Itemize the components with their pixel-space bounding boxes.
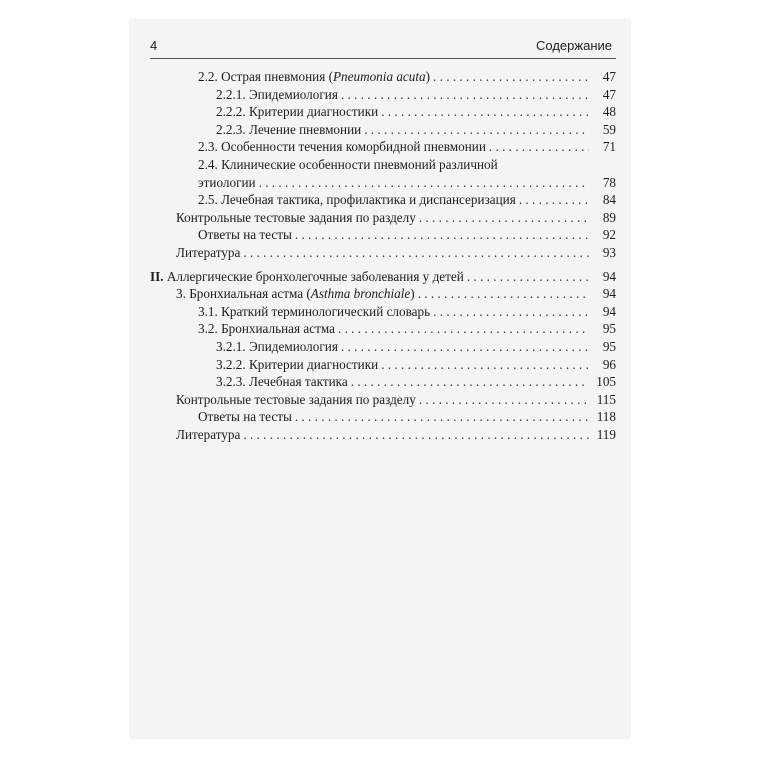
toc-entry-title — [198, 226, 292, 244]
toc-entry-title — [216, 356, 378, 374]
toc-title-text: 3.2.1. Эпидемиология — [216, 338, 338, 354]
dot-leader — [351, 373, 589, 391]
toc-entry-title — [216, 373, 348, 391]
toc-entry-title — [176, 244, 240, 262]
page-number: 4 — [150, 38, 158, 53]
toc-entry[interactable] — [150, 68, 616, 86]
toc-title-text: 3.2. Бронхиальная астма — [198, 321, 335, 337]
toc-page-number: 94 — [602, 268, 616, 284]
toc-entry-title — [176, 209, 416, 227]
toc-entry-title — [216, 86, 338, 104]
toc-title-text: 2.2. Острая пневмония ( — [198, 69, 333, 84]
toc-page-number: 96 — [602, 356, 616, 372]
toc-entry-title — [198, 408, 292, 426]
toc-entry-title — [216, 103, 378, 121]
dot-leader — [381, 103, 589, 121]
toc-title-text: 2.5. Лечебная тактика, профилактика и диспансеризация — [198, 192, 516, 208]
toc-entry-title — [216, 338, 338, 356]
toc-entry-title — [198, 320, 335, 338]
toc-title-text: 2.2.2. Критерии диагностики — [216, 104, 379, 120]
toc-entry[interactable] — [150, 373, 616, 391]
toc-entry-title — [198, 191, 516, 209]
toc-page-number: 47 — [602, 69, 616, 84]
toc-entry[interactable] — [150, 156, 616, 174]
toc-page-number: 105 — [596, 374, 616, 390]
toc-entry[interactable] — [150, 86, 616, 104]
dot-leader — [341, 86, 589, 104]
toc-page-number: 119 — [596, 426, 616, 442]
toc-page-number: 93 — [602, 244, 616, 260]
toc-title-text: Ответы на тесты — [198, 409, 292, 425]
toc-page-number: 94 — [602, 286, 616, 302]
toc-entry[interactable] — [150, 138, 616, 156]
toc-title-text: 2.3. Особенности течения коморбидной пневмонии — [198, 139, 486, 155]
toc-entry[interactable] — [150, 268, 616, 286]
toc-page-number: 118 — [596, 409, 616, 425]
toc-page-number: 47 — [602, 86, 616, 102]
toc-entry[interactable] — [150, 320, 616, 338]
toc-entry-title — [198, 303, 430, 321]
toc-entry[interactable] — [150, 391, 616, 409]
dot-leader — [519, 191, 589, 209]
dot-leader — [341, 338, 589, 356]
dot-leader — [489, 138, 589, 156]
dot-leader — [381, 356, 589, 374]
toc-entry[interactable] — [150, 244, 616, 262]
header-rule — [150, 58, 616, 59]
table-of-contents — [150, 68, 616, 443]
toc-title-text: 2.2.1. Эпидемиология — [216, 86, 338, 102]
dot-leader — [419, 391, 589, 409]
toc-title-text: 3.2.3. Лечебная тактика — [216, 374, 348, 390]
toc-title-text: Литература — [176, 244, 241, 260]
toc-entry-title — [150, 268, 464, 286]
toc-entry[interactable] — [150, 121, 616, 139]
toc-entry-title — [198, 68, 430, 86]
toc-entry[interactable] — [150, 174, 616, 192]
toc-title-text: 2.4. Клинические особенности пневмоний различной — [198, 156, 498, 172]
toc-entry[interactable] — [150, 338, 616, 356]
toc-title-text: 3.2.2. Критерии диагностики — [216, 356, 379, 372]
toc-entry-title — [176, 285, 415, 303]
dot-leader — [338, 320, 589, 338]
dot-leader — [433, 68, 589, 86]
toc-entry-title — [176, 391, 416, 409]
toc-page-number: 78 — [602, 174, 616, 190]
dot-leader — [259, 174, 589, 192]
toc-entry[interactable] — [150, 209, 616, 227]
toc-title-text: 3. Бронхиальная астма ( — [176, 286, 311, 302]
toc-entry[interactable] — [150, 191, 616, 209]
dot-leader — [364, 121, 589, 139]
dot-leader — [243, 426, 589, 444]
toc-page-number: 59 — [602, 121, 616, 137]
toc-entry-title — [198, 156, 498, 174]
header-title: Содержание — [536, 38, 612, 53]
toc-page-number: 92 — [602, 227, 616, 243]
toc-title-suffix: ) — [425, 69, 431, 84]
toc-page-number: 94 — [602, 303, 616, 319]
dot-leader — [419, 209, 589, 227]
toc-entry[interactable] — [150, 408, 616, 426]
toc-entry[interactable] — [150, 103, 616, 121]
toc-title-text: этиологии — [198, 174, 256, 190]
dot-leader — [243, 244, 589, 262]
toc-latin-term: Pneumonia acuta — [332, 69, 426, 84]
dot-leader — [295, 408, 589, 426]
toc-entry[interactable] — [150, 285, 616, 303]
running-header — [150, 38, 616, 60]
toc-page-number: 89 — [602, 209, 616, 225]
dot-leader — [467, 268, 589, 286]
toc-title-text: Аллергические бронхолегочные заболевания у детей — [163, 268, 464, 284]
toc-page-number: 95 — [602, 338, 616, 354]
toc-page-number: 84 — [602, 192, 616, 208]
toc-page-number: 115 — [596, 391, 616, 407]
toc-title-suffix: ) — [410, 286, 415, 302]
toc-entry-title — [198, 138, 486, 156]
toc-page-number: 48 — [602, 104, 616, 120]
dot-leader — [433, 303, 589, 321]
dot-leader — [418, 285, 589, 303]
toc-title-text: Литература — [176, 426, 241, 442]
toc-latin-term: Asthma bronchiale — [310, 286, 411, 302]
toc-title-text: Ответы на тесты — [198, 227, 292, 243]
dot-leader — [295, 226, 589, 244]
toc-page-number: 71 — [602, 139, 616, 155]
toc-entry-title — [216, 121, 361, 139]
toc-entry[interactable] — [150, 426, 616, 444]
toc-entry[interactable] — [150, 226, 616, 244]
toc-entry-title — [176, 426, 240, 444]
toc-entry-title — [198, 174, 256, 192]
toc-entry[interactable] — [150, 356, 616, 374]
toc-title-text: 2.2.3. Лечение пневмонии — [216, 121, 362, 137]
toc-title-text: 3.1. Краткий терминологический словарь — [198, 303, 431, 319]
toc-title-text: Контрольные тестовые задания по разделу — [176, 391, 416, 407]
section-number: II. — [150, 268, 164, 284]
toc-title-text: Контрольные тестовые задания по разделу — [176, 209, 416, 225]
toc-page-number: 95 — [602, 321, 616, 337]
toc-entry[interactable] — [150, 303, 616, 321]
